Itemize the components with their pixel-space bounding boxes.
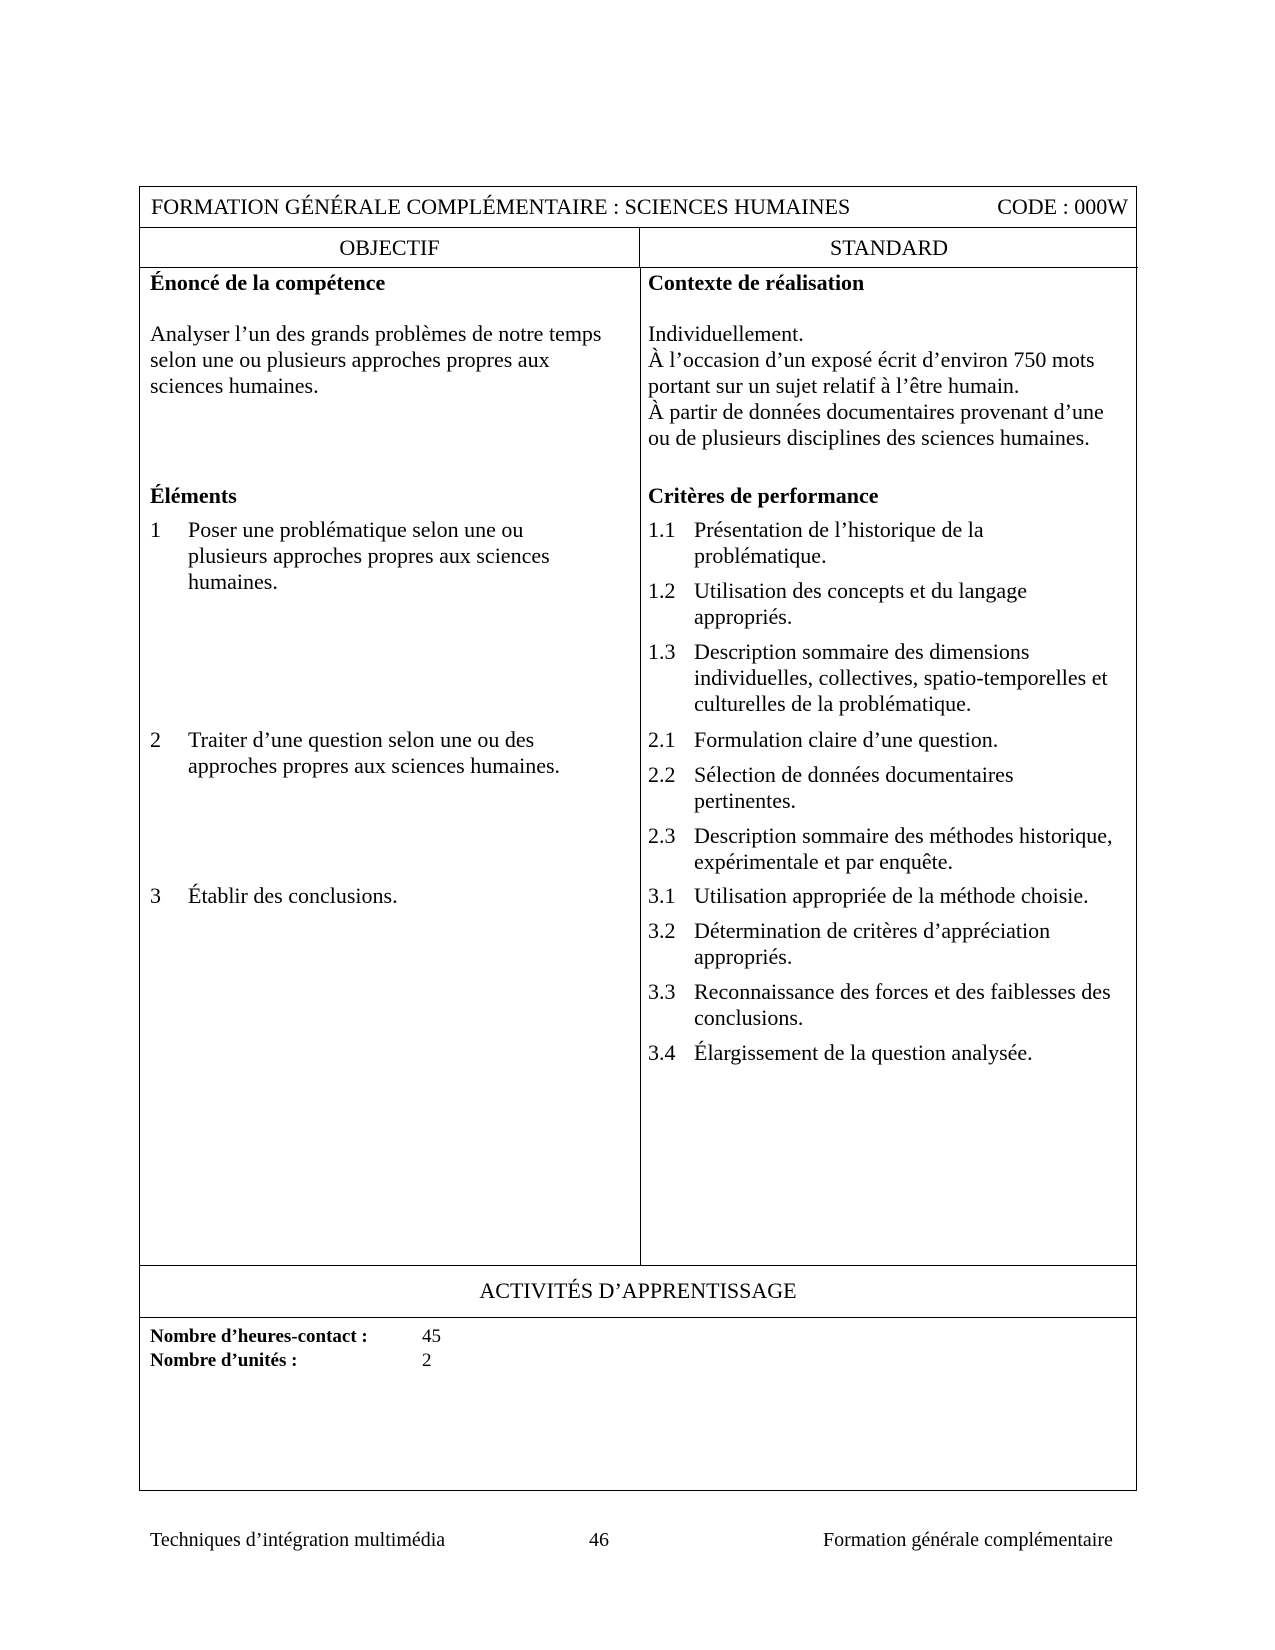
course-code: CODE : 000W: [997, 194, 1128, 219]
element-number: 3: [150, 883, 161, 908]
competence-line: Analyser l’un des grands problèmes de notre temps: [150, 321, 602, 346]
heures-contact-value: 45: [422, 1326, 441, 1347]
criteres-heading: Critères de performance: [648, 483, 879, 508]
heures-contact-label: Nombre d’heures-contact :: [150, 1326, 368, 1347]
critere-number: 3.4: [648, 1040, 676, 1065]
element-line: Établir des conclusions.: [188, 883, 398, 908]
critere-line: culturelles de la problématique.: [694, 691, 972, 716]
column-header-standard: STANDARD: [640, 228, 1138, 268]
critere-line: Détermination de critères d’appréciation: [694, 918, 1051, 943]
critere-text: [694, 727, 998, 753]
critere-line: appropriés.: [694, 604, 793, 629]
critere-number: 2.3: [648, 823, 676, 848]
footer-section: Formation générale complémentaire: [823, 1529, 1113, 1551]
element-number: 2: [150, 727, 161, 752]
critere-text: [694, 639, 1108, 717]
element-text: [188, 883, 398, 909]
element-line: humaines.: [188, 569, 278, 594]
course-table: [139, 186, 1137, 1491]
contexte-heading: Contexte de réalisation: [648, 270, 865, 295]
element-line: Poser une problématique selon une ou: [188, 517, 524, 542]
critere-number: 2.1: [648, 727, 676, 752]
critere-number: 1.3: [648, 639, 676, 664]
unites-value: 2: [422, 1350, 432, 1371]
contexte-line: portant sur un sujet relatif à l’être humain.: [648, 373, 1020, 398]
competence-statement: [150, 321, 602, 399]
unites-label: Nombre d’unités :: [150, 1350, 298, 1371]
critere-line: Utilisation des concepts et du langage: [694, 578, 1027, 603]
contexte-line: ou de plusieurs disciplines des sciences humaines.: [648, 425, 1090, 450]
critere-line: problématique.: [694, 543, 827, 568]
critere-text: [694, 979, 1111, 1031]
contexte-line: Individuellement.: [648, 321, 804, 346]
competence-line: sciences humaines.: [150, 373, 319, 398]
element-text: [188, 727, 560, 779]
contexte-text: [648, 321, 1104, 451]
column-header-objectif: OBJECTIF: [140, 228, 640, 268]
critere-line: Formulation claire d’une question.: [694, 727, 999, 752]
critere-number: 3.3: [648, 979, 676, 1004]
critere-line: Présentation de l’historique de la: [694, 517, 984, 542]
critere-line: expérimentale et par enquête.: [694, 849, 953, 874]
critere-line: Utilisation appropriée de la méthode choisie.: [694, 883, 1089, 908]
critere-text: [694, 762, 1014, 814]
element-number: 1: [150, 517, 161, 542]
elements-heading: Éléments: [150, 483, 237, 508]
competence-heading: Énoncé de la compétence: [150, 270, 386, 295]
critere-text: [694, 918, 1050, 970]
critere-text: [694, 517, 984, 569]
critere-number: 2.2: [648, 762, 676, 787]
critere-text: [694, 578, 1027, 630]
element-line: Traiter d’une question selon une ou des: [188, 727, 535, 752]
critere-line: Élargissement de la question analysée.: [694, 1040, 1033, 1065]
critere-number: 1.1: [648, 517, 676, 542]
section-divider: [140, 1317, 1136, 1318]
critere-line: Reconnaissance des forces et des faiblesses des: [694, 979, 1111, 1004]
critere-text: [694, 1040, 1033, 1066]
footer-program: Techniques d’intégration multimédia: [150, 1529, 446, 1551]
activites-title: ACTIVITÉS D’APPRENTISSAGE: [479, 1278, 797, 1303]
contexte-line: À partir de données documentaires provenant d’une: [648, 399, 1104, 424]
critere-line: individuelles, collectives, spatio-temporelles et: [694, 665, 1108, 690]
critere-line: appropriés.: [694, 944, 793, 969]
element-line: plusieurs approches propres aux sciences: [188, 543, 550, 568]
critere-number: 1.2: [648, 578, 676, 603]
critere-number: 3.1: [648, 883, 676, 908]
competence-line: selon une ou plusieurs approches propres aux: [150, 347, 550, 372]
critere-number: 3.2: [648, 918, 676, 943]
critere-line: pertinentes.: [694, 788, 797, 813]
critere-text: [694, 883, 1089, 909]
page-number: 46: [589, 1529, 609, 1551]
column-divider: [640, 268, 641, 1265]
element-text: [188, 517, 550, 595]
critere-text: [694, 823, 1113, 875]
critere-line: Description sommaire des dimensions: [694, 639, 1030, 664]
table-header: [140, 187, 1136, 228]
critere-line: conclusions.: [694, 1005, 804, 1030]
critere-line: Sélection de données documentaires: [694, 762, 1014, 787]
contexte-line: À l’occasion d’un exposé écrit d’environ 750 mots: [648, 347, 1095, 372]
course-title: FORMATION GÉNÉRALE COMPLÉMENTAIRE : SCIENCES HUMAINES: [151, 194, 851, 219]
critere-line: Description sommaire des méthodes historique,: [694, 823, 1113, 848]
element-line: approches propres aux sciences humaines.: [188, 753, 561, 778]
